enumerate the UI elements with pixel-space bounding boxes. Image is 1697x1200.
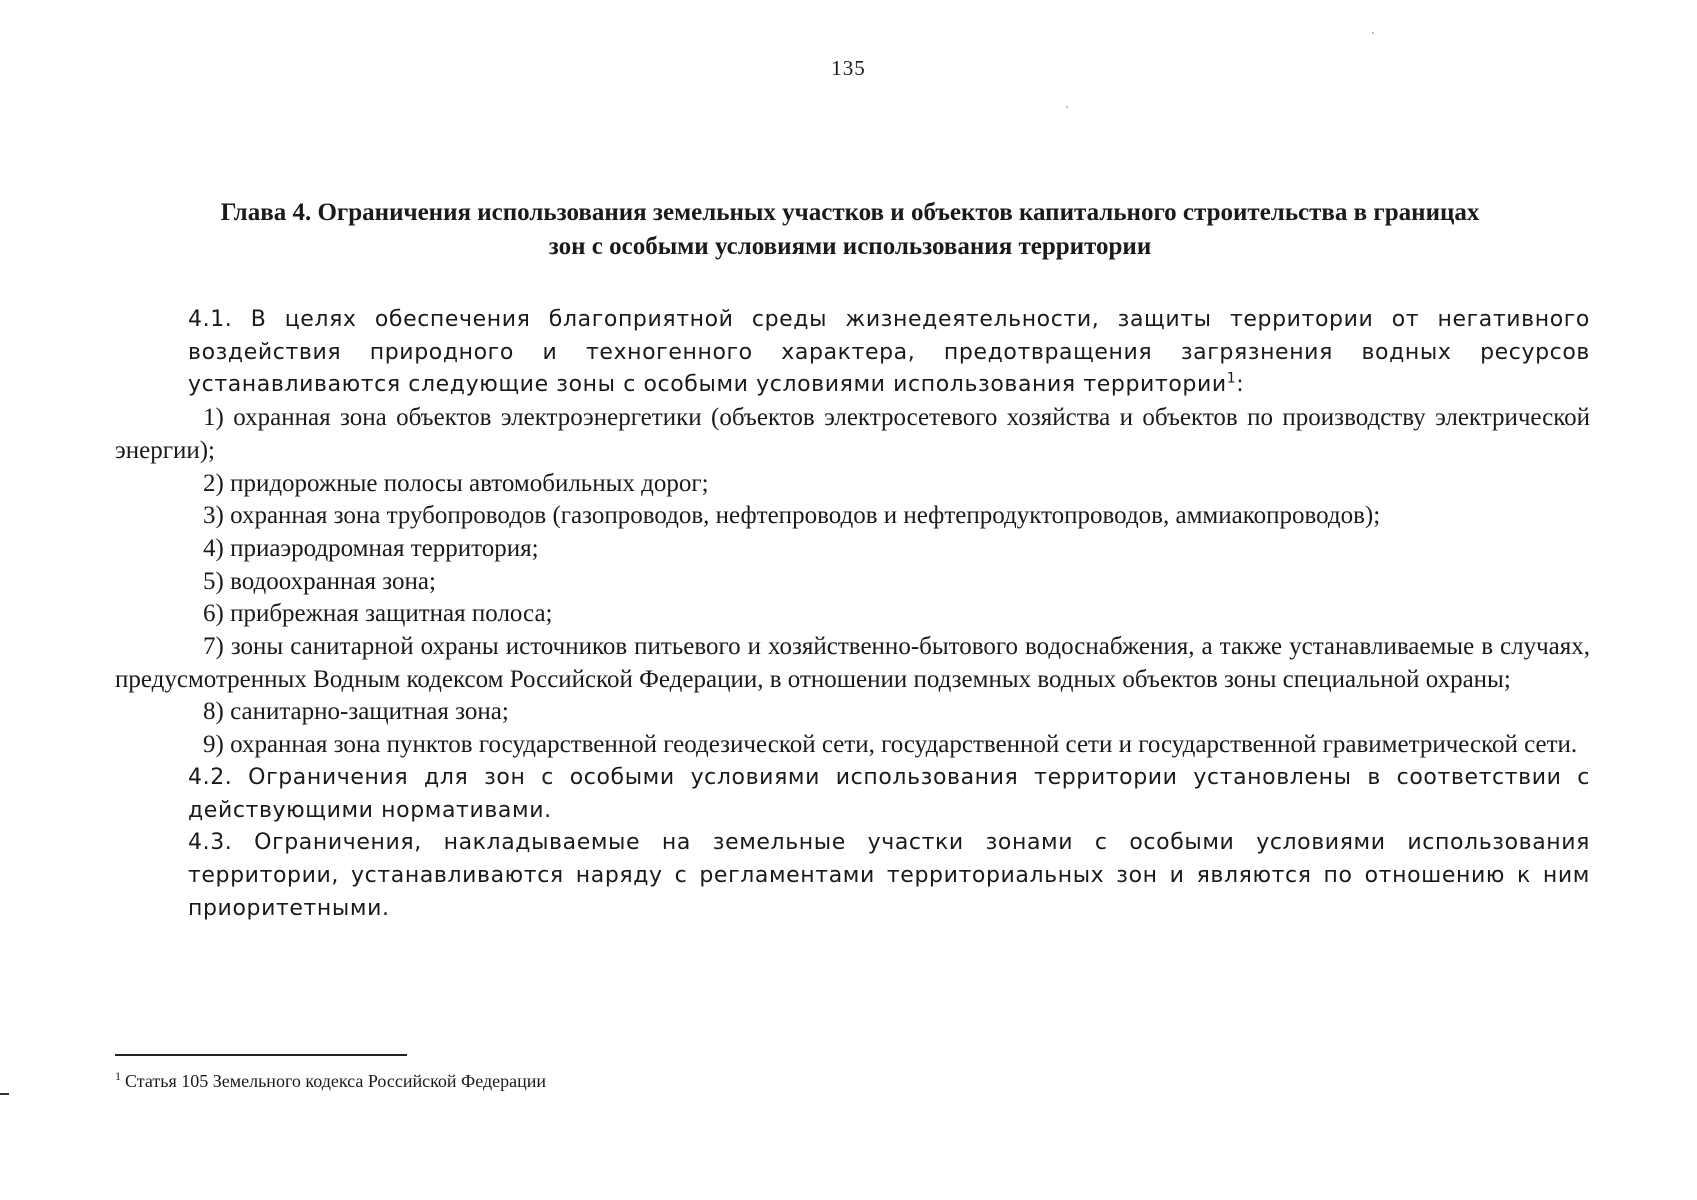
scan-edge-mark: [0, 1093, 9, 1095]
scan-speck: [1372, 32, 1374, 34]
footnote-number: 1: [115, 1069, 121, 1083]
footnote-reference[interactable]: 1: [1226, 371, 1237, 388]
body-text: [115, 304, 1590, 925]
list-item: 7) зоны санитарной охраны источников питьевого и хозяйственно-бытового водоснабжения, а также устанавливаемые в случаях, предусмотренных Водным кодексом Российской Федерации, в отношении подземных водных объектов зоны специальной охраны;: [115, 633, 1590, 693]
list-item: 6) прибрежная защитная полоса;: [203, 600, 553, 628]
page-number: 135: [831, 56, 866, 80]
list-item: 1) охранная зона объектов электроэнергетики (объектов электросетевого хозяйства и объектов по производству электрической энергии);: [115, 404, 1590, 464]
footnote: [115, 1070, 546, 1092]
list-item: 2) придорожные полосы автомобильных дорог;: [203, 469, 709, 497]
list-item: 3) охранная зона трубопроводов (газопроводов, нефтепроводов и нефтепродуктопроводов, аммиакопроводов);: [203, 502, 1381, 530]
list-item: 4) приаэродромная территория;: [203, 534, 539, 562]
section-4-3: 4.3. Ограничения, накладываемые на земельные участки зонами с особыми условиями использования территории, устанавливаются наряду с регламентами территориальных зон и являются по отношению к ним приоритетными.: [188, 830, 1590, 921]
list-item: 8) санитарно-защитная зона;: [203, 698, 509, 726]
scan-speck: [1066, 106, 1068, 108]
list-item: 5) водоохранная зона;: [203, 567, 436, 595]
section-4-1: [115, 304, 1590, 402]
chapter-heading: [125, 196, 1575, 264]
section-4-1-tail: :: [1236, 372, 1245, 398]
list-item: 9) охранная зона пунктов государственной геодезической сети, государственной сети и государственной гравиметрической сети.: [203, 731, 1578, 759]
footnote-text: Статья 105 Земельного кодекса Российской Федерации: [125, 1071, 547, 1091]
section-4-2: 4.2. Ограничения для зон с особыми условиями использования территории установлены в соответствии с действующими нормативами.: [188, 764, 1590, 823]
footnote-divider: [115, 1054, 407, 1056]
chapter-heading-line-1: Глава 4. Ограничения использования земельных участков и объектов капитального строительства в границах: [220, 199, 1480, 226]
chapter-heading-line-2: зон с особыми условиями использования территории: [548, 233, 1152, 260]
section-4-1-text: 4.1. В целях обеспечения благоприятной среды жизнедеятельности, защиты территории от негативного воздействия природного и техногенного характера, предотвращения загрязнения водных ресурсов устанавливаются следующие зоны с особыми условиями использования территории: [188, 307, 1590, 398]
